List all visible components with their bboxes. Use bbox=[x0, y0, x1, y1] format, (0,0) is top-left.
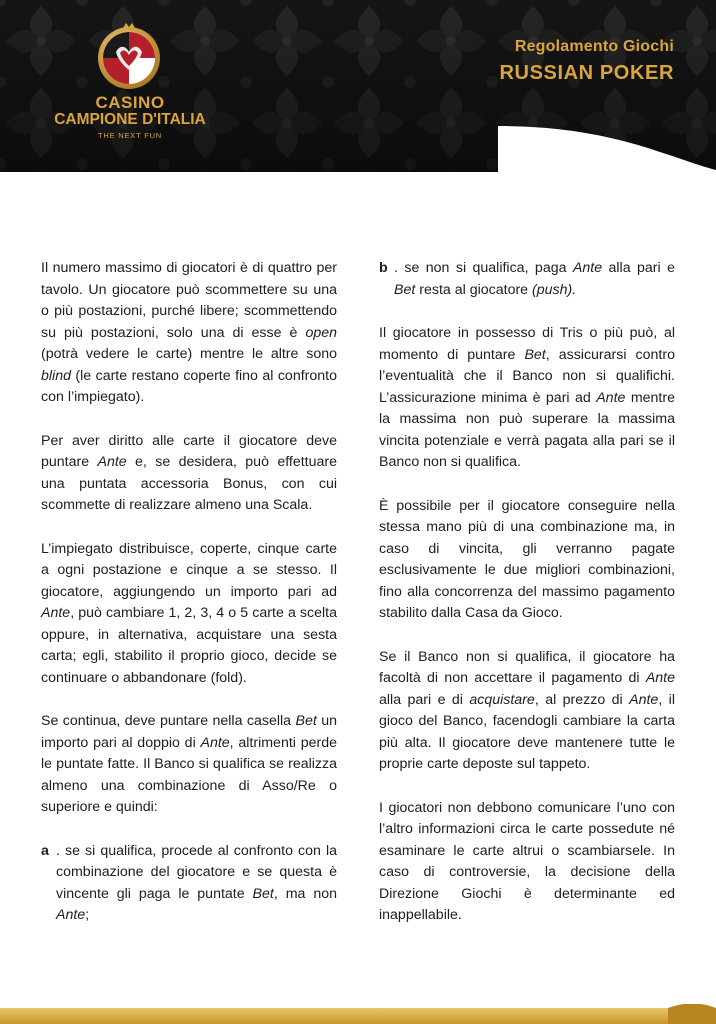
text-run: resta al giocatore bbox=[415, 281, 533, 298]
paragraph bbox=[41, 711, 337, 819]
document-subtitle: Regolamento Giochi bbox=[514, 38, 674, 55]
text-run: Il numero massimo di giocatori è di quattro per tavolo. Un giocatore può scommettere su una o più postazioni, purché libere; scommettendo su più postazioni, solo una di esse è bbox=[41, 260, 337, 341]
paragraph bbox=[379, 496, 675, 625]
casino-emblem-icon bbox=[96, 22, 162, 92]
italic-term: Ante bbox=[596, 389, 626, 406]
text-run: . se si qualifica, procede al confronto con la combinazione del giocatore e se questa è vincente gli paga le puntate bbox=[56, 842, 337, 902]
right-column bbox=[379, 258, 675, 949]
paragraph bbox=[379, 323, 675, 474]
paragraph bbox=[379, 798, 675, 927]
text-run: Se il Banco non si qualifica, il giocatore ha facoltà di non accettare il pagamento di bbox=[379, 648, 675, 686]
text-run: , può cambiare 1, 2, 3, 4 o 5 carte a scelta oppure, in alternativa, acquistare una sesta carta; egli, stabilito il proprio gioco, decide se continuare o abbandonare (fold). bbox=[41, 605, 337, 686]
text-run: un importo pari al doppio di bbox=[41, 713, 337, 751]
list-item-text bbox=[56, 841, 337, 927]
italic-term: acquistare bbox=[469, 691, 535, 708]
italic-term: Ante bbox=[41, 605, 71, 621]
text-run: Se continua, deve puntare nella casella bbox=[41, 713, 296, 729]
text-run: mentre la massima non può superare la massima vincita potenziale e verrà pagata alla pari se il Banco non si qualifica. bbox=[379, 389, 675, 470]
text-run: , assicurarsi contro l’eventualità che il Banco non si qualifichi. L’assicurazione minima è pari ad bbox=[379, 346, 675, 406]
italic-term: Ante bbox=[629, 691, 659, 708]
text-run: I giocatori non debbono comunicare l’uno con l’altro informazioni circa le carte possedute né esaminare le carte altrui o scambiarsele. In caso di controversie, la decisione della Direzione Giochi è determinante ed inappellabile. bbox=[379, 799, 675, 923]
italic-term: Bet bbox=[394, 281, 416, 298]
italic-term: Bet bbox=[252, 885, 274, 902]
italic-term: Ante bbox=[97, 454, 127, 470]
italic-term: Ante bbox=[572, 260, 603, 276]
italic-term: Ante bbox=[645, 670, 675, 686]
text-run: alla pari e di bbox=[379, 691, 470, 708]
paragraph bbox=[41, 539, 337, 690]
italic-term: Ante bbox=[200, 734, 230, 751]
list-item-text bbox=[394, 258, 675, 301]
italic-term: open bbox=[305, 324, 337, 341]
logo-tagline: THE NEXT FUN bbox=[97, 131, 163, 140]
logo-casino-text: CASINO bbox=[95, 93, 165, 112]
document-title: RUSSIAN POKER bbox=[499, 62, 674, 84]
text-run: (le carte restano coperte fino al confronto con l’impiegato). bbox=[41, 367, 337, 405]
list-marker: b bbox=[379, 260, 388, 276]
text-run: , il gioco del Banco, facendogli cambiare la carta più alta. Il giocatore deve mantenere tutte le proprie carte deposte sul tappeto. bbox=[379, 691, 675, 772]
text-run: Il giocatore in possesso di Tris o più può, al momento di puntare bbox=[379, 325, 675, 363]
text-run: ; bbox=[85, 907, 90, 923]
italic-term: (push). bbox=[532, 281, 577, 298]
italic-term: Bet bbox=[295, 713, 317, 729]
text-run: , al prezzo di bbox=[534, 691, 630, 708]
text-run: , altrimenti perde le puntate fatte. Il Banco si qualifica se realizza almeno una combinazione di Asso/Re o superiore e quindi: bbox=[41, 734, 337, 815]
paragraph bbox=[379, 647, 675, 776]
left-column bbox=[41, 258, 337, 927]
text-run: (potrà vedere le carte) mentre le altre sono bbox=[41, 346, 337, 362]
paragraph bbox=[41, 431, 337, 517]
list-marker: a bbox=[41, 842, 49, 859]
logo-name-text: CAMPIONE D'ITALIA bbox=[54, 111, 206, 128]
casino-logo bbox=[50, 22, 210, 152]
italic-term: Bet bbox=[524, 346, 546, 363]
text-run: . se non si qualifica, paga bbox=[394, 260, 573, 276]
text-run: È possibile per il giocatore conseguire nella stessa mano più di una combinazione ma, in caso di vincita, gli verranno pagate esclusivamente le due migliori combinazioni, fino alla concorrenza del massimo pagamento stabilito dalla Casa da Gioco. bbox=[379, 497, 675, 621]
page-header bbox=[0, 0, 716, 175]
paragraph bbox=[41, 258, 337, 409]
list-item-b bbox=[379, 258, 675, 301]
text-run: , ma non bbox=[273, 885, 337, 902]
footer-gold-bar bbox=[0, 1004, 716, 1024]
text-run: Per aver diritto alle carte il giocatore deve puntare bbox=[41, 432, 337, 470]
text-run: alla pari e bbox=[602, 260, 675, 276]
text-run: e, se desidera, può effettuare una puntata accessoria Bonus, con cui scommette di realizzare almeno una Scala. bbox=[41, 454, 338, 513]
list-item-a bbox=[41, 841, 337, 927]
text-run: L’impiegato distribuisce, coperte, cinque carte a ogni postazione e cinque a se stesso. Il giocatore, aggiungendo un importo pari ad bbox=[41, 540, 337, 600]
italic-term: blind bbox=[41, 367, 71, 384]
italic-term: Ante bbox=[56, 907, 86, 923]
